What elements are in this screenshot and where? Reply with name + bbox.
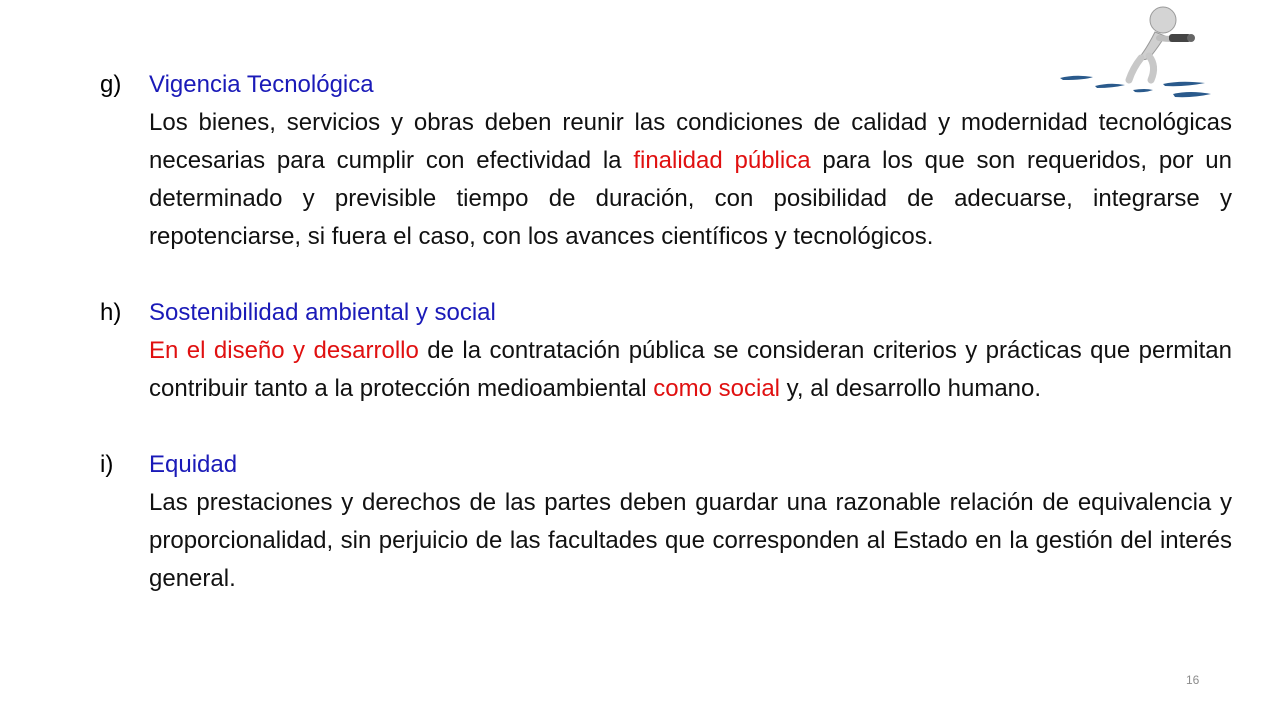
section-marker: g) [100,71,122,98]
body-text: Los bienes, servicios y obras deben reunir las condiciones de calidad y modernidad tecnológicas necesarias para cumplir con efectividad la [149,109,1232,174]
body-text: Las prestaciones y derechos de las partes deben guardar una razonable relación de equivalencia y proporcionalidad, sin perjuicio de las facultades que corresponden al Estado en la gestión del interés general. [149,489,1232,592]
section-marker: i) [100,451,114,478]
highlighted-text: En el diseño y desarrollo [149,337,419,364]
body-text: para los que son requeridos, por un determinado y previsible tiempo de duración, con posibilidad de adecuarse, integrarse y repotenciarse, si fuera el caso, con los avances científicos y tecnológicos. [149,147,1233,250]
highlighted-text: como social [653,375,780,402]
section-title: Equidad [149,451,238,478]
section-heading [100,66,1232,104]
highlighted-text: finalidad pública [633,147,811,174]
page-number: 16 [1186,673,1200,687]
section-body [149,484,1232,598]
content-area [100,66,1232,636]
body-text: y, al desarrollo humano. [780,375,1042,402]
section-title: Sostenibilidad ambiental y social [149,299,496,326]
section-equidad [100,446,1232,598]
section-body [149,332,1232,408]
section-title: Vigencia Tecnológica [149,71,374,98]
section-body [149,104,1232,256]
section-vigencia-tecnologica [100,66,1232,256]
section-sostenibilidad [100,294,1232,408]
section-marker: h) [100,299,122,326]
section-heading [100,294,1232,332]
section-heading [100,446,1232,484]
body-text: de la contratación pública se consideran criterios y prácticas que permitan contribuir tanto a la protección medioambiental [149,337,1232,402]
